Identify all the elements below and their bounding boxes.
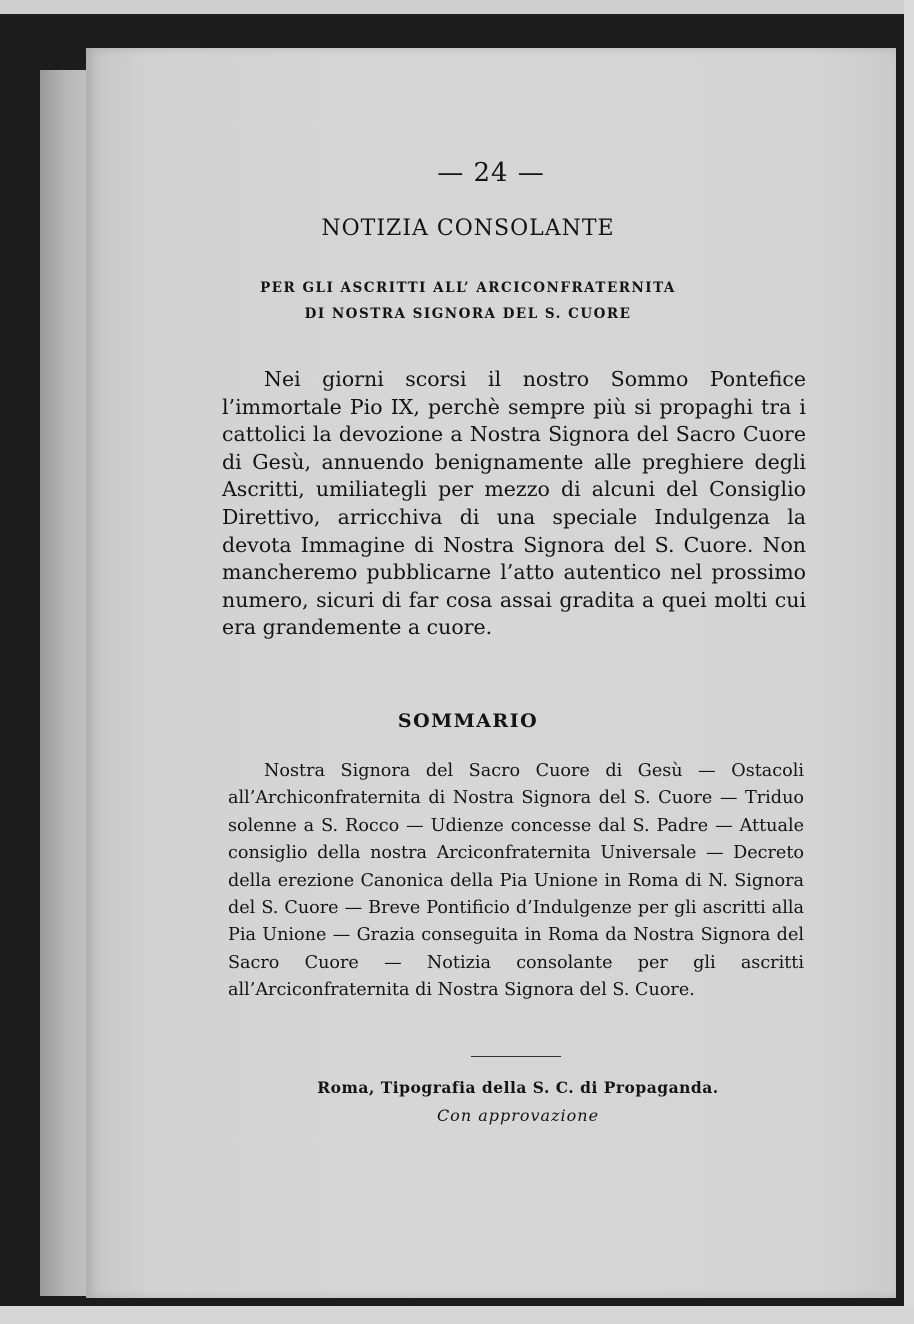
summary-heading: SOMMARIO (397, 710, 539, 732)
summary-text: Nostra Signora del Sacro Cuore di Gesù — Ostacoli all’Archiconfraternita di Nostra Signora del S. Cuore — Triduo solenne a S. Rocco — Udienze concesse dal S. Padre — Attuale consiglio della nostra Arciconfraternita Universale — Decreto della erezione Canonica della Pia Unione in Roma di N. Signora del S. Cuore — Breve Pontificio d’Indulgenze per gli ascritti alla Pia Unione — Grazia conseguita in Roma da Nostra Signora del Sacro Cuore — Notizia consolante per gli ascritti all’Arciconfraternita di Nostra Signora del S. Cuore. (228, 761, 804, 1001)
approval-note: Con approvazione (436, 1106, 600, 1125)
book-page (86, 48, 896, 1298)
notice-body-paragraph: Nei giorni scorsi il nostro Sommo Pontefice l’immortale Pio IX, perchè sempre più si propaghi tra i cattolici la devozione a Nostra Signora del Sacro Cuore di Gesù, annuendo benignamente alle preghiere degli Ascritti, umiliategli per mezzo di alcuni del Consiglio Direttivo, arricchiva di una speciale Indulgenza la devota Immagine di Nostra Signora del S. Cuore. Non mancheremo pubblicarne l’atto autentico nel prossimo numero, sicuri di far cosa assai gradita a quei molti cui era grandemente a cuore. (222, 367, 806, 640)
scanner-border-top (0, 0, 914, 14)
scanner-border-bottom (0, 1306, 914, 1324)
page-number: — 24 — (437, 158, 545, 188)
separator-rule (471, 1056, 561, 1057)
scanner-border-right (904, 0, 914, 1324)
notice-subtitle-line-2: DI NOSTRA SIGNORA DEL S. CUORE (304, 306, 632, 322)
notice-title: NOTIZIA CONSOLANTE (321, 216, 615, 241)
notice-subtitle-line-1: PER GLI ASCRITTI ALL’ ARCICONFRATERNITA (260, 280, 676, 296)
printer-imprint: Roma, Tipografia della S. C. di Propaganda. (317, 1078, 719, 1097)
